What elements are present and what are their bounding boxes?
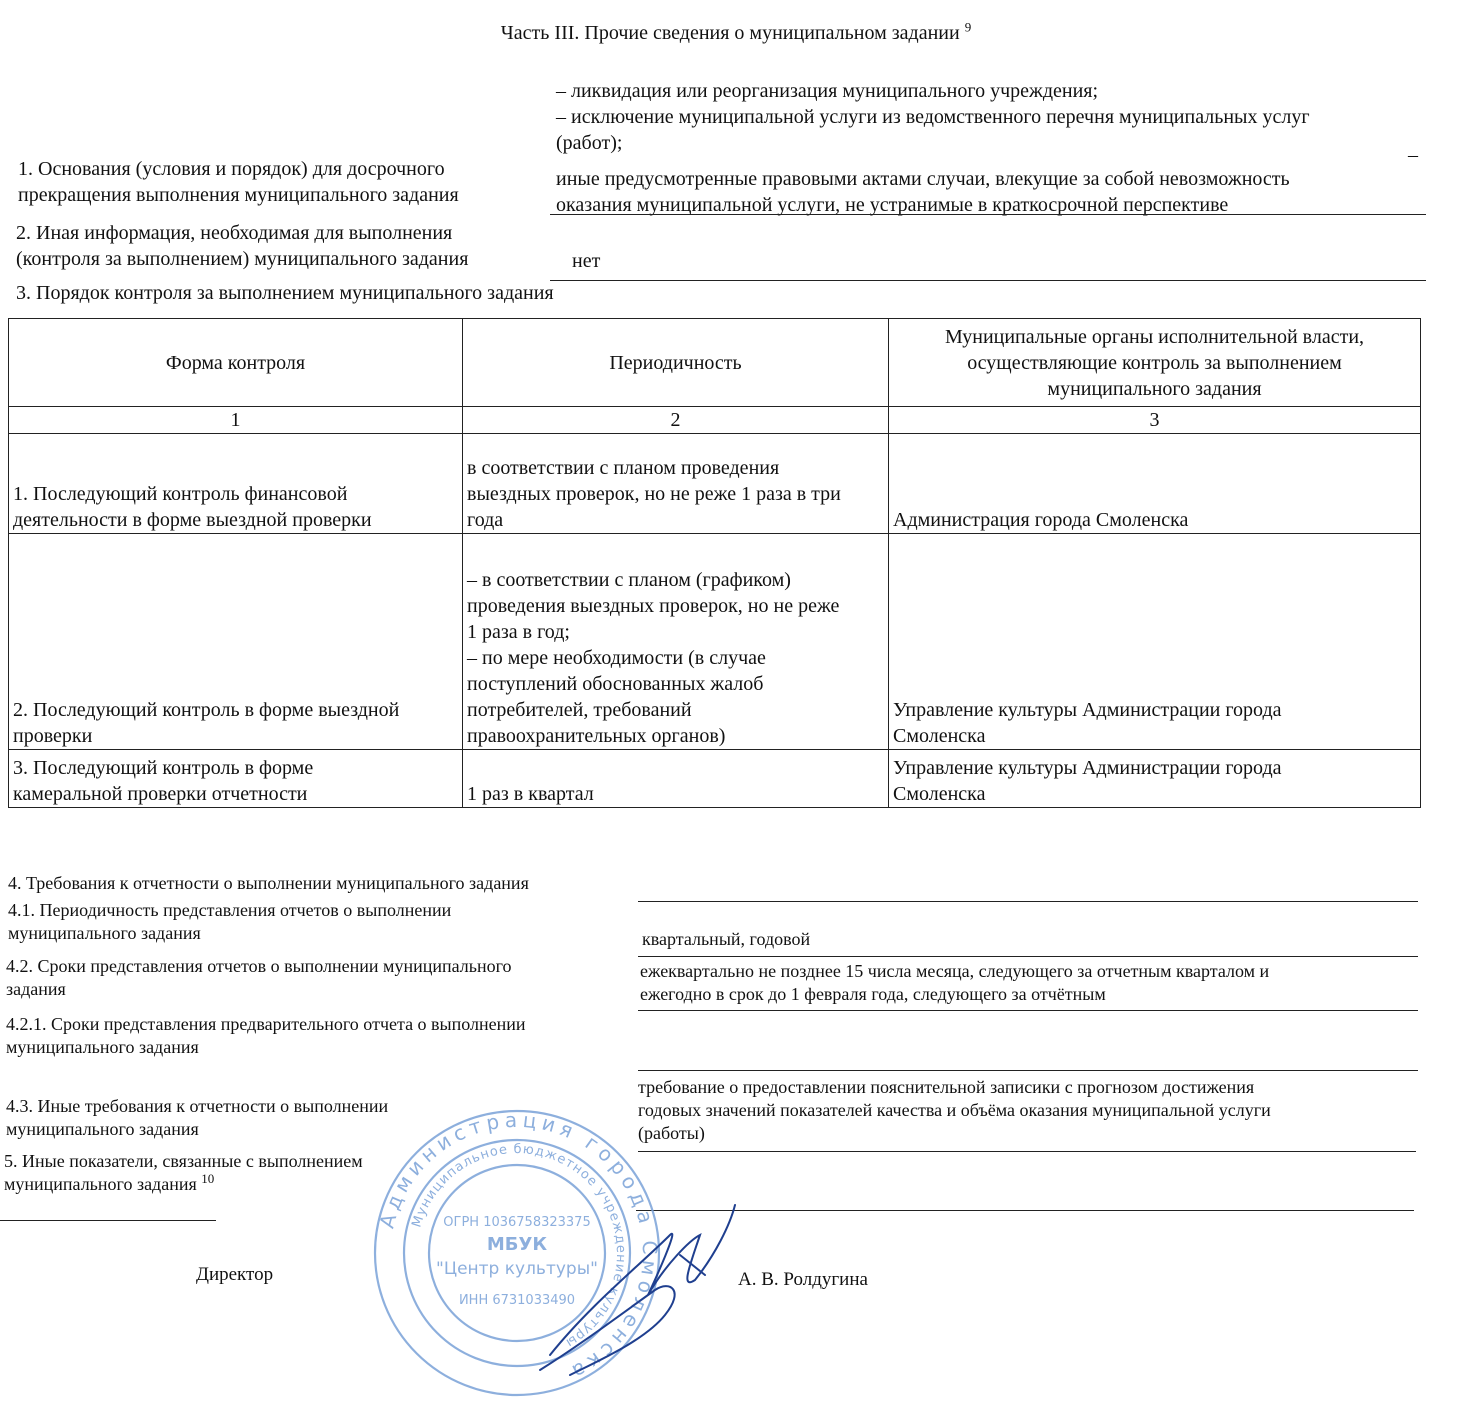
section-4-2-value: ежеквартально не позднее 15 числа месяца, следующего за отчетным кварталом и ежегодно в срок до 1 февраля года, следующего за отчётным [640,961,1270,1004]
footnote-separator [0,1220,216,1221]
control-form-cell: 2. Последующий контроль в форме выездной проверки [9,534,463,750]
table-row [9,750,1421,808]
section-4-2-label: 4.2. Сроки представления отчетов о выполнении муниципального задания [6,956,512,999]
section-1-line: – исключение муниципальной услуги из ведомственного перечня муниципальных услуг [556,106,1310,128]
section-5-underline [636,1210,1414,1211]
page-title [0,20,1472,46]
section-2-label: 2. Иная информация, необходимая для выполнения (контроля за выполнением) муниципального задания [16,222,469,270]
table-header-row [9,319,1421,407]
section-4-2-1-label: 4.2.1. Сроки представления предварительного отчета о выполнении муниципального задания [6,1014,526,1057]
authority-cell: Управление культуры Администрации города Смоленска [889,534,1421,750]
section-2-underline [550,280,1426,281]
section-1-dash: – [1408,144,1418,166]
column-number: 1 [9,407,463,434]
stamp-inner-text: Муниципальное бюджетное учреждение культуры [409,1141,629,1351]
periodicity-cell: 1 раз в квартал [463,750,889,808]
section-4-3-value: требование о предоставлении пояснительной записики с прогнозом достижения годовых значений показателей качества и объёма оказания муниципальной услуги (работы) [638,1077,1271,1143]
control-form-cell: 3. Последующий контроль в форме камеральной проверки отчетности [9,750,463,808]
periodicity-cell: – в соответствии с планом (графиком) проведения выездных проверок, но не реже 1 раза в год; – по мере необходимости (в случае поступлений обоснованных жалоб потребителей, требований правоохранительных органов) [463,534,889,750]
footnote-ref-10: 10 [201,1171,215,1186]
section-1-label: 1. Основания (условия и порядок) для досрочного прекращения выполнения муниципального задания [18,158,459,206]
section-4-3-underline [638,1151,1416,1152]
section-4-2-1-underline [638,1070,1418,1071]
section-5-label-text: 5. Иные показатели, связанные с выполнением муниципального задания [4,1151,363,1194]
column-number: 2 [463,407,889,434]
column-header: Периодичность [463,319,889,407]
section-4-underline [638,901,1418,902]
column-header: Муниципальные органы исполнительной власти, осуществляющие контроль за выполнением муниципального задания [889,319,1421,407]
page-title-text: Часть III. Прочие сведения о муниципальном задании [500,22,960,44]
section-1-line: оказания муниципальной услуги, не устранимые в краткосрочной перспективе [556,194,1229,216]
footnote-ref-9: 9 [964,19,972,35]
section-1-underline [550,214,1426,215]
column-number-row [9,407,1421,434]
section-1-line: иные предусмотренные правовыми актами случаи, влекущие за собой невозможность [556,168,1290,190]
section-4-2-underline [638,1010,1418,1011]
stamp-name: "Центр культуры" [436,1259,598,1279]
table-row [9,534,1421,750]
stamp-inn: ИНН 6731033490 [458,1293,576,1308]
stamp-abbr: МБУК [486,1234,548,1255]
column-number: 3 [889,407,1421,434]
section-1-line: – ликвидация или реорганизация муниципального учреждения; [556,80,1099,102]
handwritten-signature [530,1195,750,1385]
authority-cell: Управление культуры Администрации города Смоленска [889,750,1421,808]
column-header: Форма контроля [9,319,463,407]
section-1-value [556,78,1426,218]
control-table [8,318,1421,808]
section-3-label: 3. Порядок контроля за выполнением муниципального задания [16,282,554,304]
stamp-ogrn: ОГРН 1036758323375 [443,1215,591,1230]
table-row [9,434,1421,534]
signatory-position: Директор [196,1264,274,1285]
section-4-1-underline [638,956,1418,957]
periodicity-cell: в соответствии с планом проведения выездных проверок, но не реже 1 раза в три года [463,434,889,534]
section-4-label: 4. Требования к отчетности о выполнении муниципального задания [8,873,529,893]
section-4-1-value: квартальный, годовой [642,929,811,949]
control-form-cell: 1. Последующий контроль финансовой деятельности в форме выездной проверки [9,434,463,534]
stamp-outer-text: Администрация города Смоленска [374,1108,662,1387]
section-5-label [4,1150,434,1196]
authority-cell: Администрация города Смоленска [889,434,1421,534]
signatory-name: А. В. Ролдугина [738,1269,868,1290]
section-4-3-label: 4.3. Иные требования к отчетности о выполнении муниципального задания [6,1096,389,1139]
section-1-line: (работ); [556,132,623,154]
section-4-1-label: 4.1. Периодичность представления отчетов о выполнении муниципального задания [8,900,452,943]
section-2-value: нет [572,250,601,272]
